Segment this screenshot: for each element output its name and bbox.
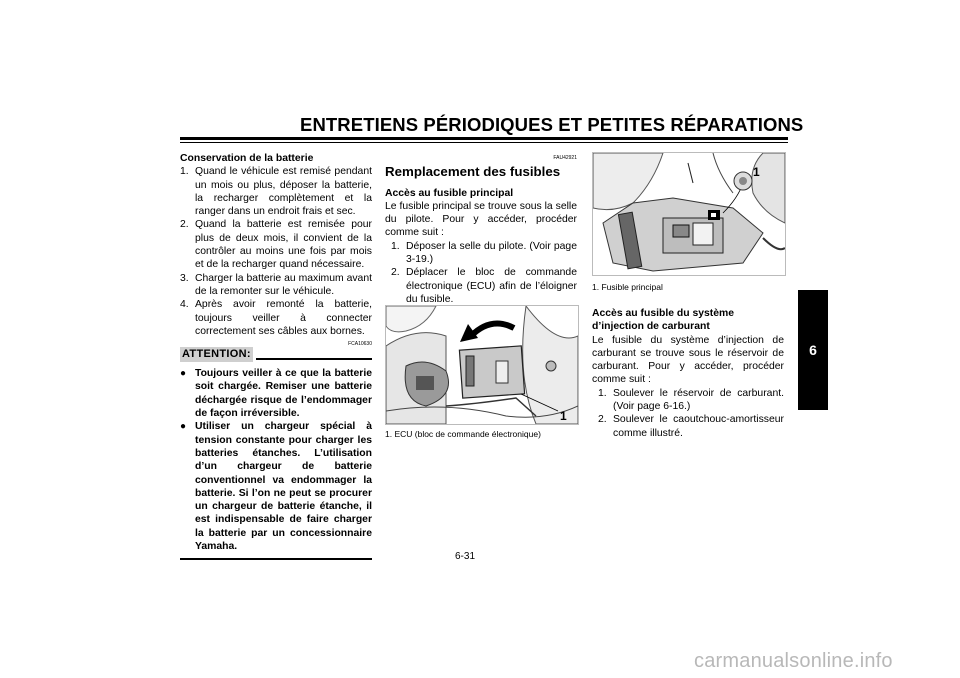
right-column <box>592 307 784 440</box>
attention-code: FCA10630 <box>348 341 372 348</box>
battery-storage-heading: Conservation de la batterie <box>180 153 314 164</box>
attention-label: ATTENTION: <box>180 347 253 362</box>
attention-rule <box>256 358 372 360</box>
main-fuse-caption: 1. Fusible principal <box>592 282 663 292</box>
main-fuse-figure <box>592 152 786 276</box>
list-item: 3. Charger la batterie au maximum avant de la remonter sur le véhicule. <box>180 272 372 297</box>
chapter-tab: 6 <box>798 290 828 410</box>
main-fuse-steps <box>385 240 577 306</box>
ecu-caption: 1. ECU (bloc de commande électronique) <box>385 429 541 439</box>
attention-end-rule <box>180 558 372 560</box>
list-item: ● Toujours veiller à ce que la batterie soit chargée. Remiser une batterie déchargée risque de l’endommager de façon irréversible. <box>180 368 372 420</box>
attention-list <box>180 367 372 553</box>
battery-storage-steps <box>180 165 372 338</box>
bullet-icon: ● <box>180 421 187 433</box>
title-rule-thin <box>180 142 788 143</box>
page-number: 6-31 <box>455 551 476 562</box>
title-rule <box>180 137 788 140</box>
list-item: ● Utiliser un chargeur spécial à tension constante pour charger les batteries étanches. L’utilisation d’un chargeur de batterie conventionnel va endommager la batterie. Si l’on ne peut se procurer un chargeur de batterie étanche, il est indispensable de faire charger la batterie par un concessionnaire Yamaha. <box>180 421 372 553</box>
list-item: 4. Après avoir remonté la batterie, toujours veiller à connecter correctement ses câbles aux bornes. <box>180 299 372 337</box>
main-fuse-intro: Le fusible principal se trouve sous la selle du pilote. Pour y accéder, procéder comme suit : <box>385 200 577 239</box>
main-fuse-callout: 1 <box>753 165 760 179</box>
injection-fuse-heading: Accès au fusible du système d’injection de carburant <box>592 308 735 333</box>
main-fuse-heading: Accès au fusible principal <box>385 187 514 199</box>
bullet-icon: ● <box>180 368 187 380</box>
list-item: 1. Déposer la selle du pilote. (Voir page 3-19.) <box>391 240 577 266</box>
injection-fuse-intro: Le fusible du système d’injection de carburant se trouve sous le réservoir de carburant. Pour y accéder, procéder comme suit : <box>592 334 784 386</box>
footer-watermark: carmanualsonline.info <box>694 650 893 672</box>
ecu-photo <box>386 306 578 424</box>
page-title: ENTRETIENS PÉRIODIQUES ET PETITES RÉPARATIONS <box>300 114 804 135</box>
list-item: 1. Soulever le réservoir de carburant. (Voir page 6-16.) <box>598 387 784 413</box>
section-code: FAU42921 <box>553 155 577 161</box>
ecu-callout: 1 <box>560 409 567 423</box>
list-item: 2. Soulever le caoutchouc-amortisseur comme illustré. <box>598 414 784 439</box>
list-item: 2. Déplacer le bloc de commande électronique (ECU) afin de l’éloigner du fusible. <box>391 267 577 305</box>
left-column <box>180 152 372 560</box>
attention-header <box>180 341 372 361</box>
list-item: 2. Quand la batterie est remisée pour plus de deux mois, il convient de la contrôler au moins une fois par mois et de la recharger quand nécessaire. <box>180 219 372 271</box>
ecu-figure <box>385 305 579 425</box>
injection-fuse-steps <box>592 387 784 440</box>
section-title: Remplacement des fusibles <box>385 164 561 180</box>
middle-column <box>385 152 577 306</box>
list-item: 1. Quand le véhicule est remisé pendant un mois ou plus, déposer la batterie, la recharger complètement et la ranger dans un endroit frais et sec. <box>180 166 372 218</box>
